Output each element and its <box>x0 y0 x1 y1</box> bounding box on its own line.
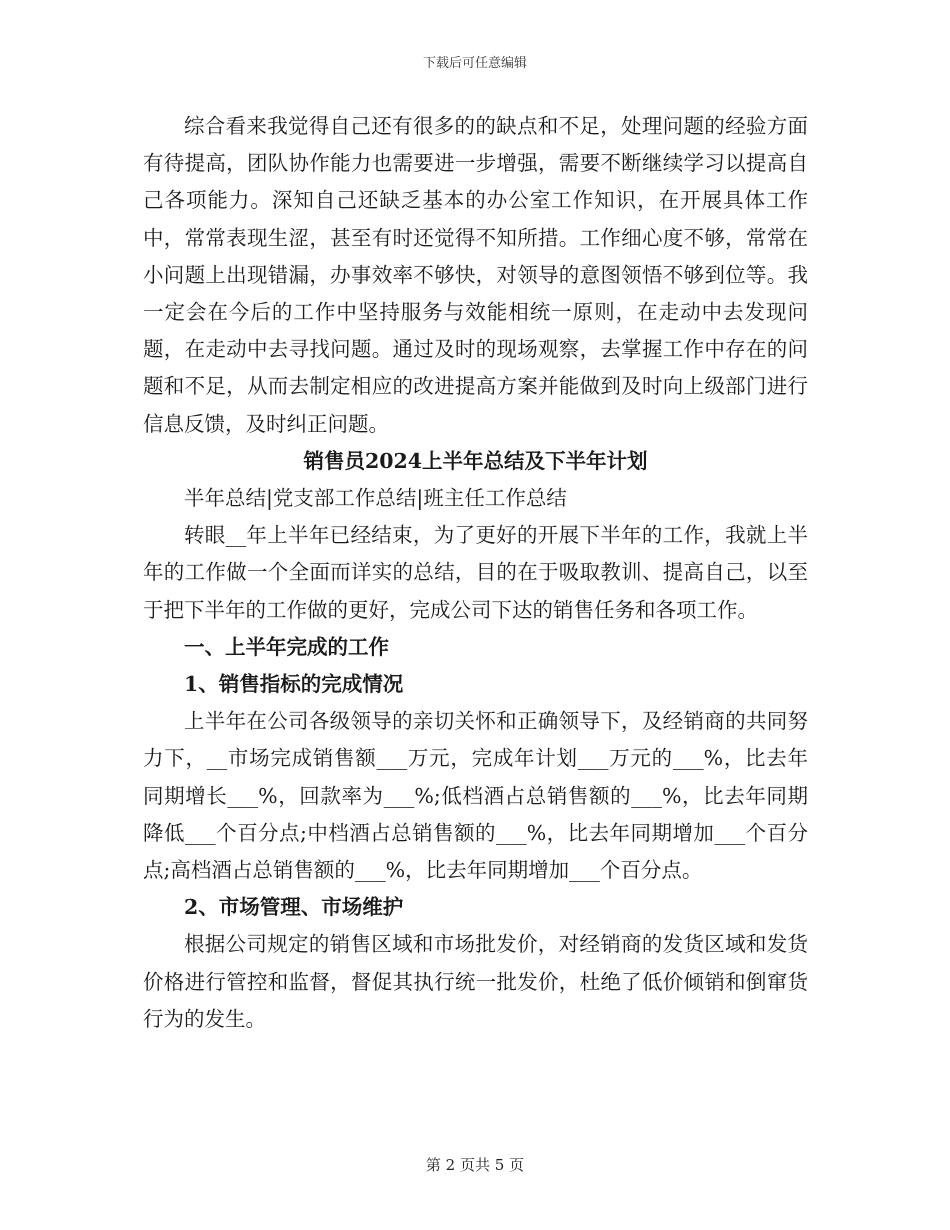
paragraph-market-management: 根据公司规定的销售区域和市场批发价，对经销商的发货区域和发货价格进行管控和监督，督促其执行统一批发价，杜绝了低价倾销和倒窜货行为的发生。 <box>143 932 808 1031</box>
related-links-line: 半年总结|党支部工作总结|班主任工作总结 <box>184 486 567 511</box>
document-title: 销售员2024上半年总结及下半年计划 <box>303 448 648 473</box>
paragraph-self-assessment: 综合看来我觉得自己还有很多的的缺点和不足，处理问题的经验方面有待提高，团队协作能力也需要进一步增强，需要不断继续学习以提高自己各项能力。深知自己还缺乏基本的办公室工作知识，在开展具体工作中，常常表现生涩，甚至有时还觉得不知所措。工作细心度不够，常常在小问题上出现错漏，办事效率不够快，对领导的意图领悟不够到位等。我一定会在今后的工作中坚持服务与效能相统一原则，在走动中去发现问题，在走动中去寻找问题。通过及时的现场观察，去掌握工作中存在的问题和不足，从而去制定相应的改进提高方案并能做到及时向上级部门进行信息反馈，及时纠正问题。 <box>143 114 808 436</box>
subsection-heading-market-management: 2、市场管理、市场维护 <box>184 895 404 920</box>
page-header: 下载后可任意编辑 <box>422 56 527 71</box>
page-footer: 第 2 页共 5 页 <box>425 1156 525 1174</box>
document-body <box>143 108 808 1038</box>
section-heading-first-half: 一、上半年完成的工作 <box>184 634 389 659</box>
paragraph-sales-targets: 上半年在公司各级领导的亲切关怀和正确领导下，及经销商的共同努力下，__市场完成销售额___万元，完成年计划___万元的___%，比去年同期增长___%，回款率为___%;低档酒占总销售额的___%，比去年同期降低___个百分点;中档酒占总销售额的___%，比去年同期增加___个百分点;高档酒占总销售额的___%，比去年同期增加___个百分点。 <box>143 709 808 883</box>
paragraph-intro: 转眼__年上半年已经结束，为了更好的开展下半年的工作，我就上半年的工作做一个全面而详实的总结，目的在于吸取教训、提高自己，以至于把下半年的工作做的更好，完成公司下达的销售任务和各项工作。 <box>143 523 808 622</box>
subsection-heading-sales-targets: 1、销售指标的完成情况 <box>184 672 404 697</box>
